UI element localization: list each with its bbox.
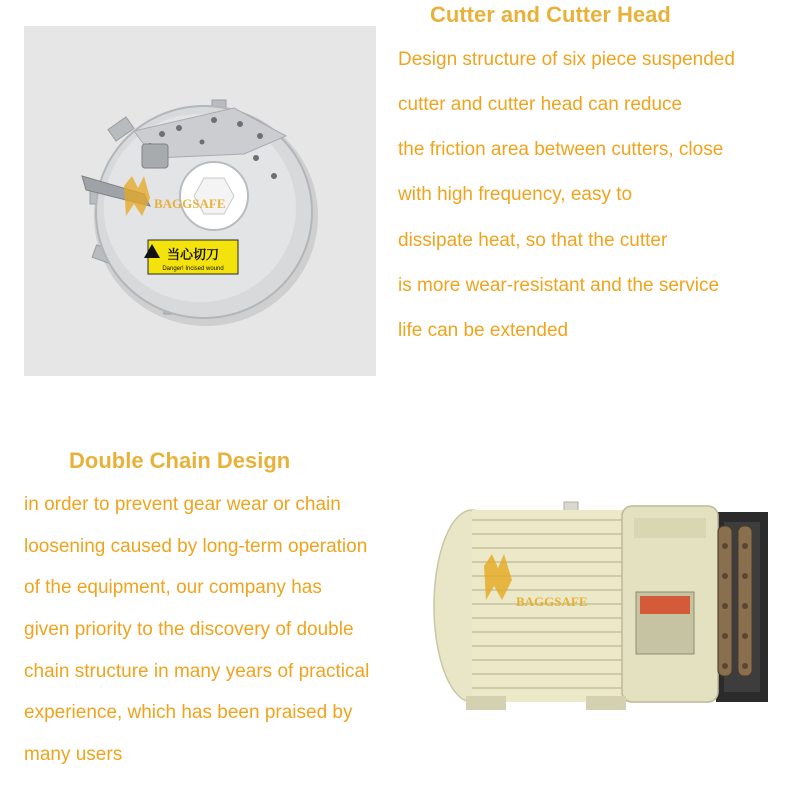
chain-text-line: in order to prevent gear wear or chain bbox=[24, 494, 341, 515]
chain-text-line: chain structure in many years of practical bbox=[24, 661, 370, 682]
cutter-heading: Cutter and Cutter Head bbox=[430, 2, 671, 27]
chain-text-line: experience, which has been praised by bbox=[24, 702, 353, 723]
cutter-head-photo bbox=[24, 26, 376, 376]
warning-label-cn: 当心切刀 bbox=[166, 248, 220, 263]
double-chain-heading: Double Chain Design bbox=[69, 448, 291, 473]
cutter-text-line: the friction area between cutters, close bbox=[398, 139, 724, 160]
cutter-text-line: with high frequency, easy to bbox=[398, 184, 633, 205]
motor-watermark: BAGGSAFE bbox=[516, 594, 588, 609]
chain-text-line: of the equipment, our company has bbox=[24, 577, 322, 598]
chain-text-line: given priority to the discovery of double bbox=[24, 619, 354, 640]
cutter-text-line: life can be extended bbox=[398, 320, 569, 341]
cutter-text-line: dissipate heat, so that the cutter bbox=[398, 230, 668, 251]
chain-text-line: many users bbox=[24, 744, 123, 765]
cutter-watermark: BAGGSAFE bbox=[154, 196, 226, 211]
cutter-text-line: Design structure of six piece suspended bbox=[398, 49, 735, 70]
cutter-text-line: cutter and cutter head can reduce bbox=[398, 94, 683, 115]
warning-label-en: Danger! Incised wound bbox=[162, 266, 224, 272]
cutter-text-line: is more wear-resistant and the service bbox=[398, 275, 720, 296]
chain-text-line: loosening caused by long-term operation bbox=[24, 536, 368, 557]
motor-double-chain-photo bbox=[426, 496, 776, 726]
